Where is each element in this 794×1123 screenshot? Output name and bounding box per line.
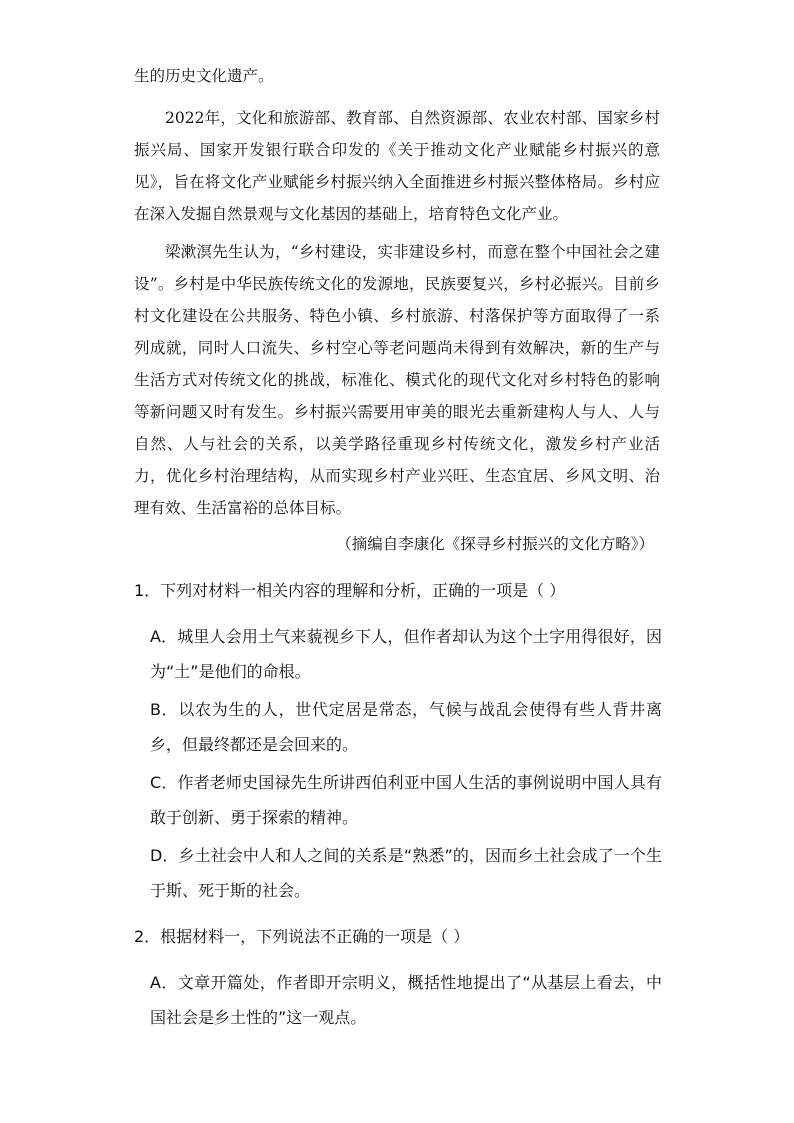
question-2-option-a: A．文章开篇处，作者即开宗明义，概括性地提出了“从基层上看去，中国社会是乡土性的”这一观点。 [150, 973, 662, 1027]
passage-paragraph-1-tail: 生的历史文化遗产。 [134, 67, 274, 85]
passage-paragraph-2: 2022年，文化和旅游部、教育部、自然资源部、农业农村部、国家乡村振兴局、国家开发银行联合印发的《关于推动文化产业赋能乡村振兴的意见》，旨在将文化产业赋能乡村振兴纳入全面推进乡村振兴整体格局。乡村应在深入发掘自然景观与文化基因的基础上，培育特色文化产业。 [134, 109, 660, 223]
passage-paragraph-3: 梁漱溟先生认为，“乡村建设，实非建设乡村，而意在整个中国社会之建设”。乡村是中华民族传统文化的发源地，民族要复兴，乡村必振兴。目前乡村文化建设在公共服务、特色小镇、乡村旅游、村落保护等方面取得了一系列成就，同时人口流失、乡村空心等老问题尚未得到有效解决，新的生产与生活方式对传统文化的挑战，标准化、模式化的现代文化对乡村特色的影响等新问题又时有发生。乡村振兴需要用审美的眼光去重新建构人与人、人与自然、人与社会的关系，以美学路径重现乡村传统文化，激发乡村产业活力，优化乡村治理结构，从而实现乡村产业兴旺、生态宜居、乡风文明、治理有效、生活富裕的总体目标。 [134, 243, 660, 517]
question-1-option-b: B．以农为生的人，世代定居是常态，气候与战乱会使得有些人背井离乡，但最终都还是会回来的。 [150, 700, 662, 754]
question-2-stem: 2．根据材料一，下列说法不正确的一项是（ ） [134, 927, 470, 946]
question-1-option-c: C．作者老师史国禄先生所讲西伯利亚中国人生活的事例说明中国人具有敢于创新、勇于探索的精神。 [150, 773, 662, 827]
passage-source: （摘编自李康化《探寻乡村振兴的文化方略》） [336, 535, 654, 553]
question-1-stem: 1．下列对材料一相关内容的理解和分析，正确的一项是（ ） [134, 581, 566, 600]
question-1-option-d: D．乡土社会中人和人之间的关系是“熟悉”的，因而乡土社会成了一个生于斯、死于斯的社会。 [150, 846, 662, 900]
question-1-option-a: A．城里人会用土气来藐视乡下人，但作者却认为这个土字用得很好，因为“土”是他们的命根。 [150, 627, 662, 681]
